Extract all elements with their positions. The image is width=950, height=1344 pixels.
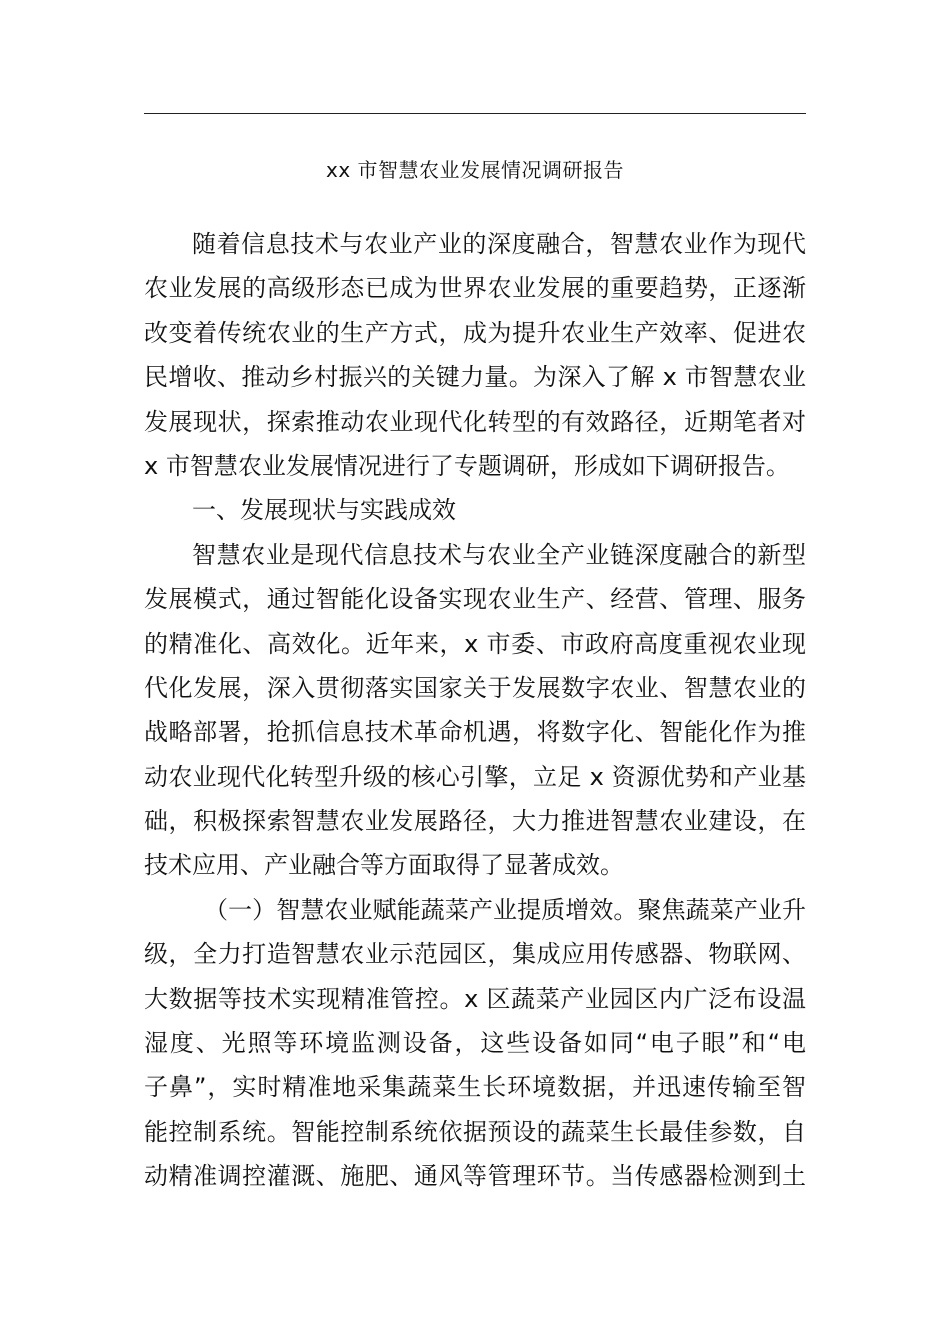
paragraph-line: 农业发展的高级形态已成为世界农业发展的重要趋势，正逐渐	[144, 274, 806, 303]
header-divider	[144, 113, 806, 114]
paragraph-line: 动农业现代化转型升级的核心引擎，立足 x 资源优势和产业基	[144, 762, 806, 791]
document-title: xx 市智慧农业发展情况调研报告	[325, 158, 625, 182]
paragraph-line: 能控制系统。智能控制系统依据预设的蔬菜生长最佳参数，自	[144, 1117, 806, 1146]
paragraph-line: 技术应用、产业融合等方面取得了显著成效。	[144, 851, 624, 880]
paragraph-line: 代化发展，深入贯彻落实国家关于发展数字农业、智慧农业的	[144, 673, 806, 702]
paragraph-line: 动精准调控灌溉、施肥、通风等管理环节。当传感器检测到土	[144, 1162, 806, 1191]
paragraph-line: 子鼻”，实时精准地采集蔬菜生长环境数据，并迅速传输至智	[144, 1073, 806, 1102]
paragraph-line: 随着信息技术与农业产业的深度融合，智慧农业作为现代	[192, 230, 806, 258]
section-heading: 一、发展现状与实践成效	[192, 496, 456, 525]
paragraph-line: 发展模式，通过智能化设备实现农业生产、经营、管理、服务	[144, 585, 806, 614]
paragraph-line: 民增收、推动乡村振兴的关键力量。为深入了解 x 市智慧农业	[144, 363, 806, 392]
paragraph-line: x 市智慧农业发展情况进行了专题调研，形成如下调研报告。	[144, 451, 790, 480]
subsection-paragraph-line: （一）智慧农业赋能蔬菜产业提质增效。聚焦蔬菜产业升	[204, 895, 806, 924]
paragraph-line: 战略部署，抢抓信息技术革命机遇，将数字化、智能化作为推	[144, 718, 806, 747]
paragraph-line: 智慧农业是现代信息技术与农业全产业链深度融合的新型	[192, 540, 806, 569]
document-body	[144, 222, 806, 1199]
paragraph-line: 大数据等技术实现精准管控。x 区蔬菜产业园区内广泛布设温	[144, 984, 806, 1013]
paragraph-line: 础，积极探索智慧农业发展路径，大力推进智慧农业建设，在	[144, 807, 806, 836]
paragraph-line: 改变着传统农业的生产方式，成为提升农业生产效率、促进农	[144, 318, 806, 347]
paragraph-line: 湿度、光照等环境监测设备，这些设备如同“电子眼”和“电	[144, 1029, 806, 1058]
paragraph-line: 发展现状，探索推动农业现代化转型的有效路径，近期笔者对	[144, 407, 806, 436]
paragraph-line: 级，全力打造智慧农业示范园区，集成应用传感器、物联网、	[144, 940, 806, 969]
paragraph-line: 的精准化、高效化。近年来，x 市委、市政府高度重视农业现	[144, 629, 806, 658]
